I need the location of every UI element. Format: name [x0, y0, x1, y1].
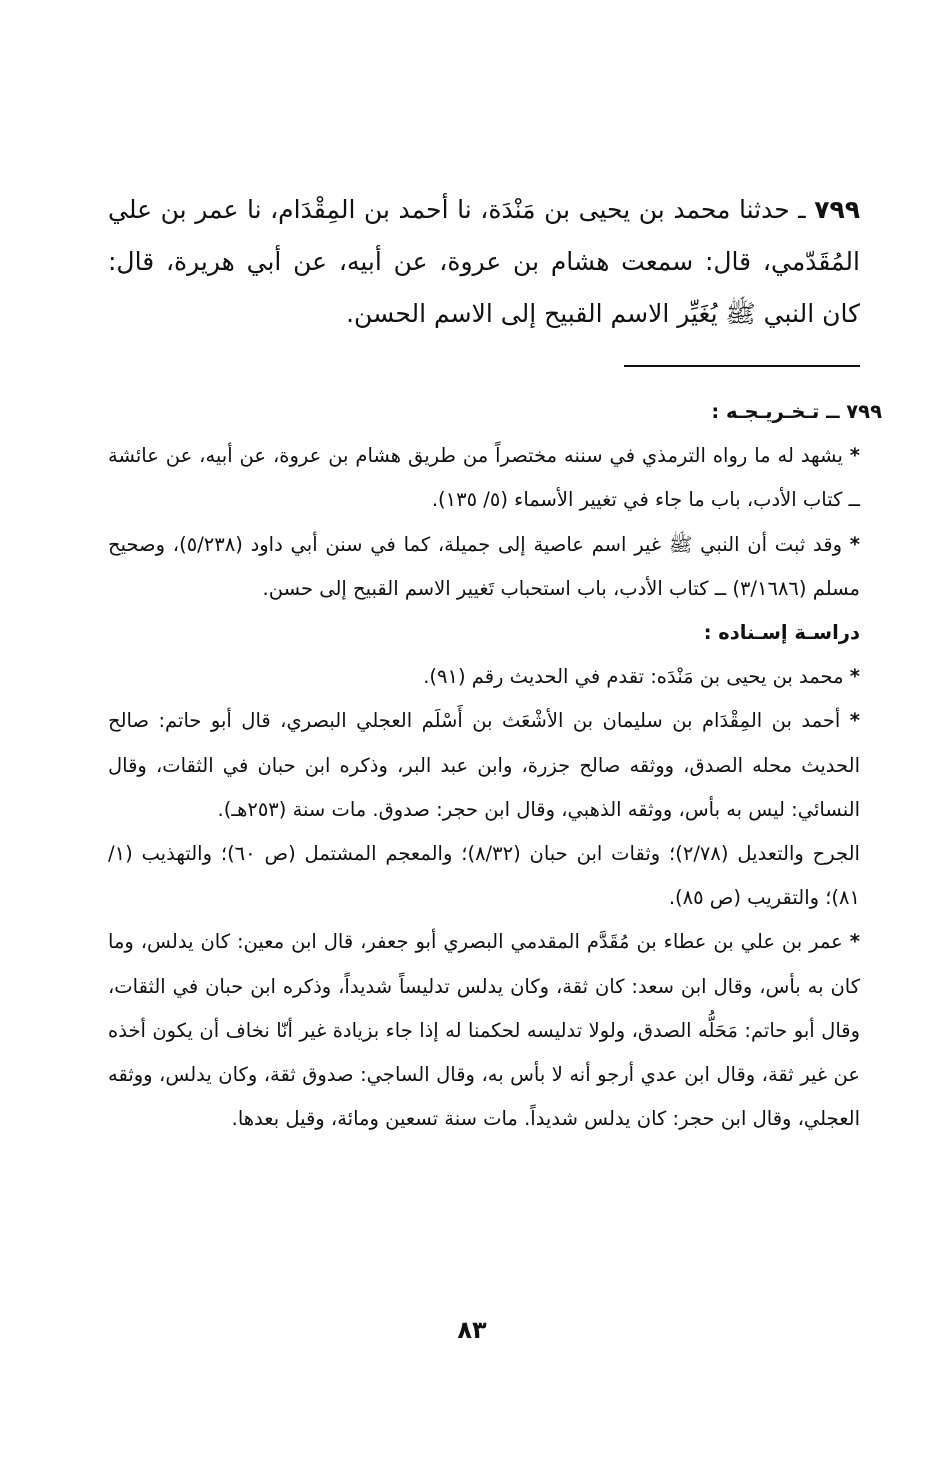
takhrij-paragraph	[108, 434, 860, 522]
takhrij-text: يشهد له ما رواه الترمذي في سننه مختصراً من طريق هشام بن عروة، عن أبيه، عن عائشة ــ كتاب الأدب، باب ما جاء في تغيير الأسماء (٥/ ١٣٥).	[108, 444, 860, 512]
takhrij-paragraph	[108, 523, 860, 611]
takhrij-heading: ٧٩٩ ــ تـخـريـجـه :	[711, 400, 882, 423]
bullet-star: *	[849, 709, 860, 733]
narrator-text: محمد بن يحيى بن مَنْدَه: تقدم في الحديث رقم (٩١).	[423, 665, 844, 689]
narrator-paragraph	[108, 699, 860, 832]
isnad-heading: دراسـة إسـناده :	[703, 621, 860, 645]
narrator-paragraph	[108, 655, 860, 699]
takhrij-text: وقد ثبت أن النبي ﷺ غير اسم عاصية إلى جميلة، كما في سنن أبي داود (٥/٢٣٨)، وصحيح مسلم (٣/١٦٨٦) ــ كتاب الأدب، باب استحباب تَغيير الاسم القبيح إلى حسن.	[108, 532, 860, 600]
hadith-text	[108, 184, 860, 340]
page-number: ٨٣	[457, 1316, 487, 1344]
hadith-body: ـ حدثنا محمد بن يحيى بن مَنْدَة، نا أحمد بن المِقْدَام، نا عمر بن علي المُقَدّمي، قال: سمعت هشام بن عروة، عن أبيه، عن أبي هريرة، قال: كان النبي ﷺ يُغَيِّر الاسم القبيح إلى الاسم الحسن.	[108, 195, 860, 328]
bullet-star: *	[849, 444, 860, 468]
bullet-star: *	[849, 930, 860, 954]
hadith-number: ٧٩٩	[814, 195, 860, 224]
sources-paragraph: الجرح والتعديل (٢/٧٨)؛ وثقات ابن حبان (٨/٣٢)؛ والمعجم المشتمل (ص ٦٠)؛ والتهذيب (١/ ٨١)؛ والتقريب (ص ٨٥).	[108, 842, 860, 910]
footnote-separator	[624, 365, 860, 367]
narrator-text: عمر بن علي بن عطاء بن مُقَدَّم المقدمي البصري أبو جعفر، قال ابن معين: كان يدلس، وما كان به بأس، وقال ابن سعد: كان ثقة، وكان يدلس تدليساً شديداً، وذكره ابن حبان في الثقات، وقال أبو حاتم: مَحَلُّه الصدق، ولولا تدليسه لحكمنا له إذا جاء بزيادة غير أنّا نخاف أن يكون أخذه عن غير ثقة، وقال ابن عدي أرجو أنه لا بأس به، وقال الساجي: صدوق ثقة، وكان يدلس، ووثقه العجلي، وقال ابن حجر: كان يدلس شديداً. مات سنة تسعين ومائة، وقيل بعدها.	[108, 930, 860, 1131]
bullet-star: *	[849, 532, 860, 556]
bullet-star: *	[849, 665, 860, 689]
footnotes	[108, 390, 882, 1141]
narrator-text: أحمد بن المِقْدَام بن سليمان بن الأشْعَث بن أَسْلَم العجلي البصري، قال أبو حاتم: صالح الحديث محله الصدق، ووثقه صالح جزرة، وابن عبد البر، وذكره ابن حبان في الثقات، وقال النسائي: ليس به بأس، ووثقه الذهبي، وقال ابن حجر: صدوق. مات سنة (٢٥٣هـ).	[108, 709, 860, 821]
narrator-paragraph	[108, 920, 860, 1141]
